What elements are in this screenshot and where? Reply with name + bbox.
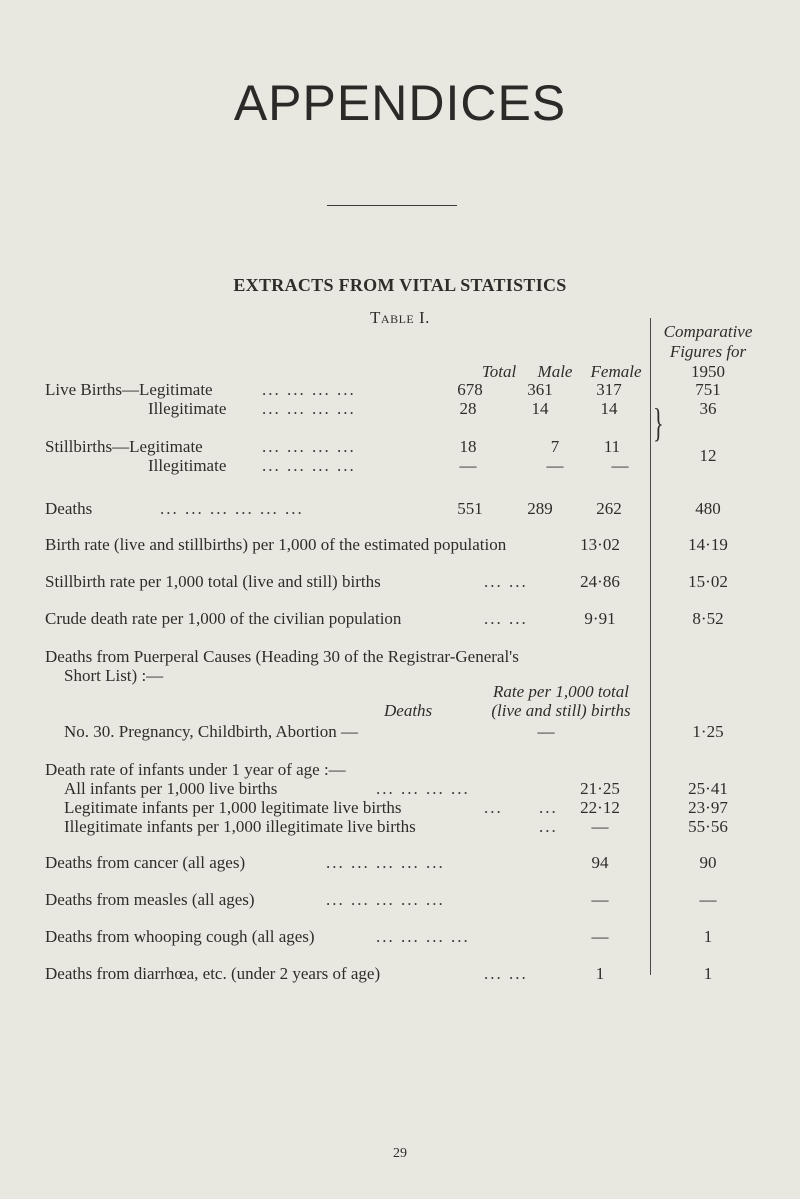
column-divider xyxy=(650,318,651,975)
leader-dots: ... ... ... ... xyxy=(262,437,356,456)
still-illegit-male: — xyxy=(546,456,564,475)
puerperal-label-line2: Short List) :— xyxy=(64,666,164,685)
leader-dots: ... ... ... ... ... ... xyxy=(160,499,304,518)
deaths-total: 551 xyxy=(457,499,483,518)
leader-dots: ... ... xyxy=(484,609,528,628)
brace-icon: } xyxy=(653,400,664,445)
col-header-male: Male xyxy=(537,362,573,381)
live-legit-male: 361 xyxy=(527,380,553,399)
table-title: Table I. xyxy=(370,308,430,327)
infants-legit-comp: 23·97 xyxy=(688,798,728,817)
infants-illegit-value: — xyxy=(591,817,609,836)
stillbirth-rate-value: 24·86 xyxy=(580,572,620,591)
comparative-header-line2: Figures for xyxy=(669,342,747,361)
still-legit-total: 18 xyxy=(459,437,477,456)
leader-dots: ... ... ... ... xyxy=(376,779,470,798)
live-legit-total: 678 xyxy=(457,380,483,399)
puerperal-row-comp: 1·25 xyxy=(692,722,724,741)
leader-dots: ... ... ... ... xyxy=(262,380,356,399)
still-comp: 12 xyxy=(699,446,717,465)
live-legit-comp: 751 xyxy=(695,380,721,399)
leader-dots: ... ... ... ... xyxy=(262,456,356,475)
infants-all-value: 21·25 xyxy=(580,779,620,798)
infants-all-label: All infants per 1,000 live births xyxy=(64,779,278,798)
heading-rule xyxy=(327,205,457,206)
live-illegit-total: 28 xyxy=(459,399,477,418)
birth-rate-comp: 14·19 xyxy=(688,535,728,554)
measles-comp: — xyxy=(699,890,717,909)
puerperal-rate-header1: Rate per 1,000 total xyxy=(493,682,629,701)
live-illegit-comp: 36 xyxy=(699,399,717,418)
crude-death-rate-label: Crude death rate per 1,000 of the civilian population xyxy=(45,609,402,628)
stillbirth-rate-comp: 15·02 xyxy=(688,572,728,591)
cancer-comp: 90 xyxy=(699,853,717,872)
section-subtitle: EXTRACTS FROM VITAL STATISTICS xyxy=(233,275,567,295)
puerperal-rate-header2: (live and still) births xyxy=(491,701,631,720)
live-illegit-female: 14 xyxy=(600,399,618,418)
still-legit-female: 11 xyxy=(603,437,621,456)
infants-legit-label: Legitimate infants per 1,000 legitimate live births xyxy=(64,798,402,817)
diarrhoea-comp: 1 xyxy=(703,964,713,983)
stillbirths-illegit-label: Illegitimate xyxy=(148,456,227,475)
measles-value: — xyxy=(591,890,609,909)
measles-label: Deaths from measles (all ages) xyxy=(45,890,255,909)
deaths-female: 262 xyxy=(596,499,622,518)
birth-rate-value: 13·02 xyxy=(580,535,620,554)
comparative-header-line1: Comparative xyxy=(663,322,753,341)
leader-dots: ... xyxy=(484,798,503,817)
infants-all-comp: 25·41 xyxy=(688,779,728,798)
stillbirth-rate-label: Stillbirth rate per 1,000 total (live and still) births xyxy=(45,572,381,591)
live-births-illegit-label: Illegitimate xyxy=(148,399,227,418)
diarrhoea-value: 1 xyxy=(595,964,605,983)
deaths-label: Deaths xyxy=(45,499,93,518)
infants-legit-value: 22·12 xyxy=(580,798,620,817)
still-illegit-total: — xyxy=(459,456,477,475)
deaths-comp: 480 xyxy=(695,499,721,518)
live-legit-female: 317 xyxy=(596,380,622,399)
puerperal-row-rate: — xyxy=(537,722,555,741)
deaths-male: 289 xyxy=(527,499,553,518)
birth-rate-label: Birth rate (live and stillbirths) per 1,000 of the estimated population xyxy=(45,535,507,554)
still-illegit-female: — xyxy=(611,456,629,475)
cancer-value: 94 xyxy=(591,853,609,872)
whooping-comp: 1 xyxy=(703,927,713,946)
leader-dots: ... xyxy=(539,798,558,817)
stillbirths-legit-label: Stillbirths—Legitimate xyxy=(45,437,203,456)
page-heading: APPENDICES xyxy=(233,75,567,131)
infants-illegit-comp: 55·56 xyxy=(688,817,728,836)
infants-header: Death rate of infants under 1 year of age :— xyxy=(45,760,346,779)
puerperal-label-line1: Deaths from Puerperal Causes (Heading 30 of the Registrar-General's xyxy=(45,647,519,666)
leader-dots: ... xyxy=(539,817,558,836)
infants-illegit-label: Illegitimate infants per 1,000 illegitimate live births xyxy=(64,817,416,836)
leader-dots: ... ... ... ... xyxy=(376,927,470,946)
comparative-header-year: 1950 xyxy=(691,362,725,381)
diarrhoea-label: Deaths from diarrhœa, etc. (under 2 years of age) xyxy=(45,964,381,983)
crude-death-rate-value: 9·91 xyxy=(584,609,616,628)
live-births-legit-label: Live Births—Legitimate xyxy=(45,380,213,399)
still-legit-male: 7 xyxy=(550,437,560,456)
col-header-total: Total xyxy=(481,362,517,381)
whooping-value: — xyxy=(591,927,609,946)
live-illegit-male: 14 xyxy=(531,399,549,418)
leader-dots: ... ... ... ... ... xyxy=(326,853,445,872)
leader-dots: ... ... ... ... xyxy=(262,399,356,418)
page-number: 29 xyxy=(393,1146,407,1161)
leader-dots: ... ... xyxy=(484,964,528,983)
leader-dots: ... ... xyxy=(484,572,528,591)
whooping-label: Deaths from whooping cough (all ages) xyxy=(45,927,315,946)
cancer-label: Deaths from cancer (all ages) xyxy=(45,853,246,872)
puerperal-deaths-header: Deaths xyxy=(384,701,433,720)
crude-death-rate-comp: 8·52 xyxy=(692,609,724,628)
col-header-female: Female xyxy=(590,362,642,381)
leader-dots: ... ... ... ... ... xyxy=(326,890,445,909)
puerperal-row-label: No. 30. Pregnancy, Childbirth, Abortion — xyxy=(64,722,359,741)
